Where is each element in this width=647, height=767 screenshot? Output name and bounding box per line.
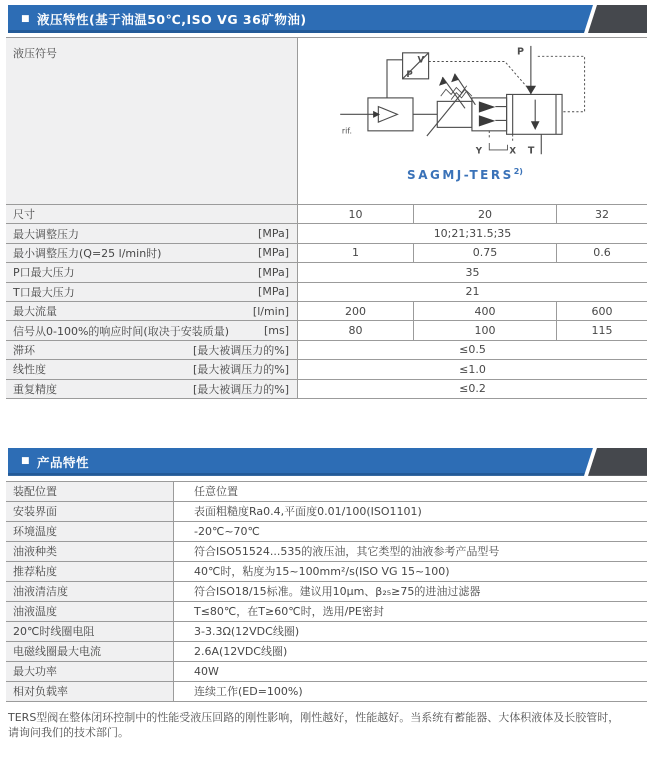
table-row-p-port-pressure (6, 263, 647, 282)
row-value: 符合ISO18/15标准。建议用10μm、β₂₅≥75的进油过滤器 (174, 582, 647, 601)
square-bullet-icon: ■ (21, 13, 31, 24)
datasheet-page (0, 5, 647, 767)
row-label: 油液温度 (6, 602, 174, 621)
table-row-max-power (6, 662, 647, 682)
row-value: T≤80℃，在T≥60℃时，选用/PE密封 (174, 602, 647, 621)
row-label (6, 302, 298, 320)
row-unit: [最大被调压力的%] (192, 343, 289, 357)
transducer-v-label: V (417, 55, 425, 66)
row-label: 装配位置 (6, 482, 174, 501)
row-label-text: 信号从0-100%的响应时间(取决于安装质量) (13, 324, 229, 338)
row-value: 表面粗糙度Ra0.4,平面度0.01/100(ISO1101) (174, 502, 647, 521)
square-bullet-icon: ■ (21, 456, 31, 467)
table-row-symbol (6, 38, 647, 205)
row-span-value: ≤1.0 (459, 362, 486, 376)
row-label: 电磁线圈最大电流 (6, 642, 174, 661)
row-label: 环境温度 (6, 522, 174, 541)
header-blue-bar (8, 448, 647, 476)
cell-value: 100 (413, 321, 556, 339)
row-label-text: 滞环 (13, 343, 35, 357)
bypass-line-dotted (538, 56, 585, 111)
table-row-max-flow (6, 302, 647, 321)
footnote (8, 710, 647, 741)
cell-value: 200 (345, 304, 366, 318)
row-values (298, 205, 647, 223)
feedback-wire (387, 60, 403, 98)
row-span-value: 10;21;31.5;35 (433, 227, 512, 241)
main-stage-symbol (507, 94, 562, 134)
table-row-mounting-position (6, 482, 647, 502)
row-unit: [l/min] (252, 304, 289, 318)
table-row-size (6, 205, 647, 224)
row-value: 任意位置 (174, 482, 647, 501)
footnote-line-2: 请询问我们的技术部门。 (8, 726, 129, 740)
cell-value: 0.6 (556, 244, 647, 262)
row-value: 40W (174, 662, 647, 681)
cell-value: 1 (352, 246, 359, 260)
transducer-symbol (403, 53, 429, 80)
row-label-text: 最大调整压力 (13, 227, 79, 241)
pilot-stage-symbol (472, 98, 507, 131)
row-label: 最大功率 (6, 662, 174, 681)
row-label (6, 224, 298, 242)
section-title-text: 产品特性 (37, 454, 90, 470)
table-row-ambient-temperature (6, 522, 647, 542)
row-label (6, 244, 298, 262)
size-value-20: 20 (413, 205, 556, 223)
row-unit: [MPa] (258, 285, 289, 299)
row-label-text: T口最大压力 (13, 285, 75, 299)
row-label: 推荐粘度 (6, 562, 174, 581)
row-label (6, 321, 298, 339)
row-label-text: 重复精度 (13, 382, 57, 396)
table-row-response-time (6, 321, 647, 340)
cell-value: 400 (413, 302, 556, 320)
port-y-label: Y (475, 146, 483, 157)
row-unit: [ms] (263, 324, 289, 338)
section-title-text: 液压特性(基于油温50℃,ISO VG 36矿物油) (37, 12, 307, 27)
diagram-caption-text: SAGMJ-TERS (407, 168, 514, 182)
row-label (6, 205, 298, 223)
row-label-text: 最小调整压力(Q=25 l/min时) (13, 246, 162, 260)
row-span-value: ≤0.2 (459, 382, 486, 396)
section-header-product (8, 448, 647, 476)
row-unit: [MPa] (258, 246, 289, 260)
row-label: 20℃时线圈电阻 (6, 622, 174, 641)
row-label: 油液种类 (6, 542, 174, 561)
cell-value: 0.75 (413, 244, 556, 262)
row-label: 相对负载率 (6, 682, 174, 701)
row-label (6, 38, 298, 204)
row-value: 40℃时，粘度为15~100mm²/s(ISO VG 15~100) (174, 562, 647, 581)
table-row-mounting-interface (6, 502, 647, 522)
section-title-hydraulic (21, 5, 307, 33)
table-row-min-pressure (6, 244, 647, 263)
row-values (298, 302, 647, 320)
solenoid-spring-symbol (413, 74, 475, 136)
row-label (6, 263, 298, 281)
diagram-caption-footref: 2) (513, 167, 523, 176)
hydraulic-spec-table (6, 37, 647, 399)
table-row-hysteresis (6, 341, 647, 360)
row-label (6, 341, 298, 359)
port-p-label: P (516, 46, 524, 58)
hydraulic-diagram (320, 44, 610, 182)
row-value: -20℃~70℃ (174, 522, 647, 541)
amplifier-symbol (340, 98, 413, 136)
table-row-max-pressure (6, 224, 647, 243)
hydraulic-symbol-cell (298, 38, 647, 204)
table-row-fluid-type (6, 542, 647, 562)
table-row-linearity (6, 360, 647, 379)
diagram-caption (320, 167, 610, 182)
row-unit: [MPa] (258, 265, 289, 279)
row-label (6, 360, 298, 378)
table-row-fluid-cleanliness (6, 582, 647, 602)
row-label: 油液清洁度 (6, 582, 174, 601)
row-value: 2.6A(12VDC线圈) (174, 642, 647, 661)
cell-value: 600 (556, 302, 647, 320)
table-row-duty-cycle (6, 682, 647, 702)
table-row-coil-resistance (6, 622, 647, 642)
row-label: 安装界面 (6, 502, 174, 521)
table-row-t-port-pressure (6, 283, 647, 302)
row-value: 符合ISO51524...535的液压油，其它类型的油液参考产品型号 (174, 542, 647, 561)
row-unit: [最大被调压力的%] (192, 363, 289, 377)
row-unit: [MPa] (258, 227, 289, 241)
footnote-line-1: TERS型阀在整体闭环控制中的性能受液压回路的刚性影响，刚性越好，性能越好。当系统有蓄能器、大体积液体及长胶管时， (8, 710, 620, 724)
rif-label: rif. (341, 126, 352, 136)
row-values (298, 321, 647, 339)
row-label-text: 最大流量 (13, 305, 57, 319)
size-value-32: 32 (556, 205, 647, 223)
row-label-text: 尺寸 (13, 208, 35, 222)
row-label-text: 液压符号 (13, 47, 57, 60)
row-span-value: ≤0.5 (459, 343, 486, 357)
row-label (6, 283, 298, 301)
cell-value: 80 (348, 324, 363, 338)
cell-value: 115 (556, 321, 647, 339)
row-label-text: P口最大压力 (13, 266, 75, 280)
row-label-text: 线性度 (13, 363, 46, 377)
size-value-10: 10 (348, 207, 363, 221)
table-row-repeatability (6, 380, 647, 399)
section-header-hydraulic (8, 5, 647, 33)
row-span-value: 21 (465, 285, 480, 299)
row-label (6, 380, 298, 398)
row-span-value: 35 (465, 265, 480, 279)
transducer-p-label: P (406, 70, 413, 81)
row-values (298, 244, 647, 262)
port-t (528, 134, 541, 156)
row-value: 3-3.3Ω(12VDC线圈) (174, 622, 647, 641)
table-row-recommended-viscosity (6, 562, 647, 582)
table-row-fluid-temperature (6, 602, 647, 622)
row-unit: [最大被调压力的%] (192, 382, 289, 396)
valve-schematic-icon (335, 44, 595, 157)
port-x-label: X (509, 146, 517, 157)
port-t-label: T (527, 145, 535, 157)
product-spec-table (6, 481, 647, 702)
table-row-max-coil-current (6, 642, 647, 662)
section-title-product (21, 448, 89, 476)
row-value: 连续工作(ED=100%) (174, 682, 647, 701)
